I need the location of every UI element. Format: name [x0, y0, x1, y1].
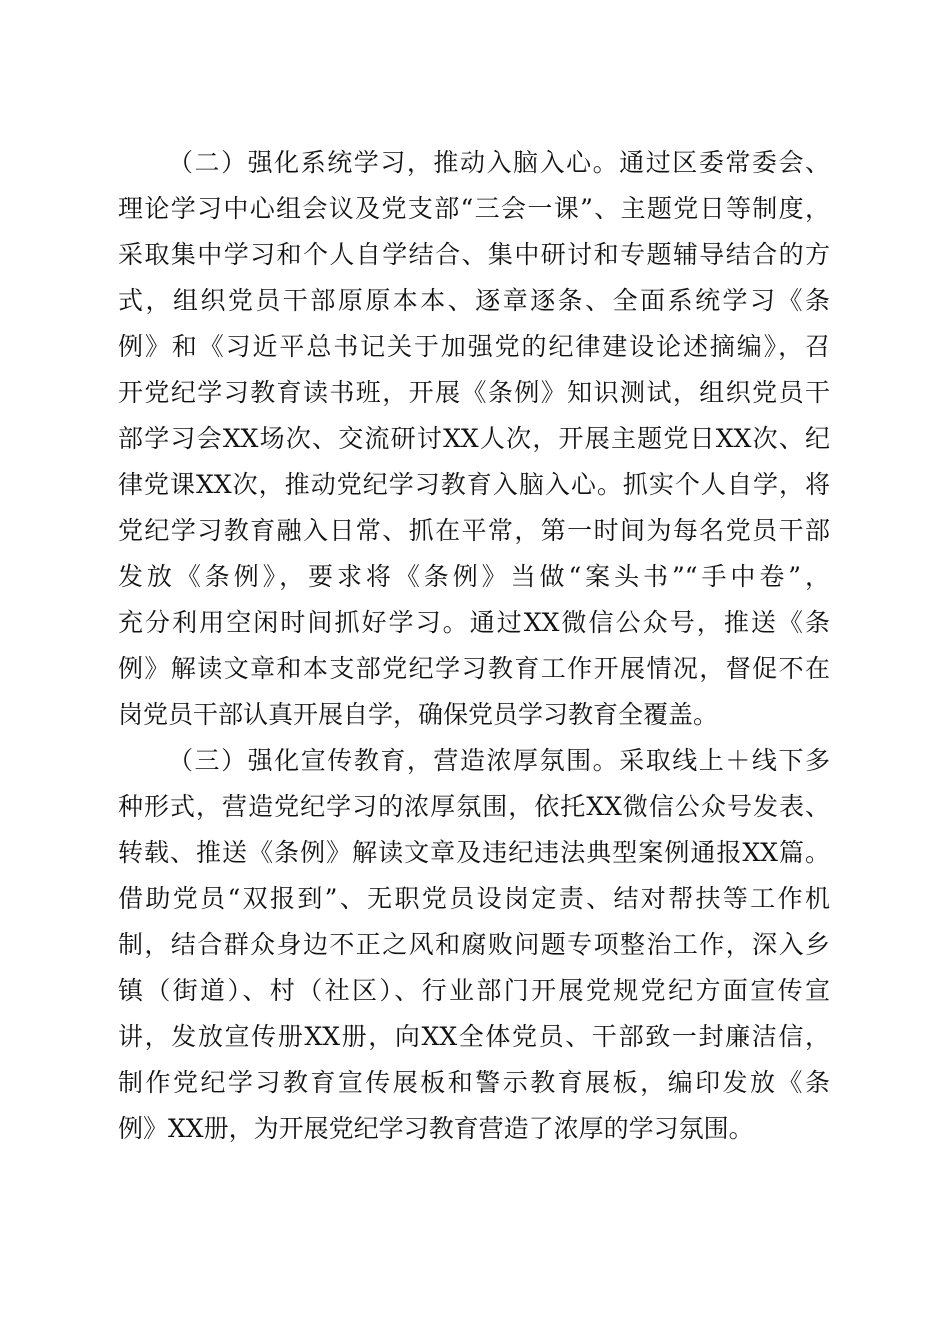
text-line: （三）强化宣传教育，营造浓厚氛围。采取线上＋线下多 — [168, 746, 830, 775]
paragraph-publicity-education — [118, 738, 830, 1152]
paragraph-system-study — [118, 140, 830, 738]
text-line: 例》XX册，为开展党纪学习教育营造了浓厚的学习氛围。 — [118, 1114, 754, 1143]
text-line: 讲，发放宣传册XX册，向XX全体党员、干部致一封廉洁信， — [118, 1022, 830, 1051]
text-line: （二）强化系统学习，推动入脑入心。通过区委常委会、 — [168, 148, 830, 177]
text-line: 开党纪学习教育读书班，开展《条例》知识测试，组织党员干 — [118, 378, 830, 407]
text-line: 借助党员“双报到”、无职党员设岗定责、结对帮扶等工作机 — [118, 884, 830, 913]
document-body — [118, 140, 830, 1152]
text-line: 理论学习中心组会议及党支部“三会一课”、主题党日等制度， — [118, 194, 830, 223]
text-line: 发放《条例》，要求将《条例》当做“案头书”“手中卷”， — [118, 562, 830, 591]
text-line: 党纪学习教育融入日常、抓在平常，第一时间为每名党员干部 — [118, 516, 830, 545]
text-line: 制，结合群众身边不正之风和腐败问题专项整治工作，深入乡 — [118, 930, 830, 959]
text-line: 种形式，营造党纪学习的浓厚氛围，依托XX微信公众号发表、 — [118, 792, 830, 821]
text-line: 充分利用空闲时间抓好学习。通过XX微信公众号，推送《条 — [118, 608, 830, 637]
text-line: 镇（街道）、村（社区）、行业部门开展党规党纪方面宣传宣 — [118, 976, 830, 1005]
text-line: 制作党纪学习教育宣传展板和警示教育展板，编印发放《条 — [118, 1068, 830, 1097]
text-line: 式，组织党员干部原原本本、逐章逐条、全面系统学习《条 — [118, 286, 830, 315]
text-line: 例》和《习近平总书记关于加强党的纪律建设论述摘编》，召 — [118, 332, 830, 361]
text-line: 律党课XX次，推动党纪学习教育入脑入心。抓实个人自学，将 — [118, 470, 830, 499]
text-line: 转载、推送《条例》解读文章及违纪违法典型案例通报XX篇。 — [118, 838, 830, 867]
text-line: 采取集中学习和个人自学结合、集中研讨和专题辅导结合的方 — [118, 240, 830, 269]
text-line: 例》解读文章和本支部党纪学习教育工作开展情况，督促不在 — [118, 654, 830, 683]
text-line: 岗党员干部认真开展自学，确保党员学习教育全覆盖。 — [118, 700, 719, 729]
text-line: 部学习会XX场次、交流研讨XX人次，开展主题党日XX次、纪 — [118, 424, 830, 453]
